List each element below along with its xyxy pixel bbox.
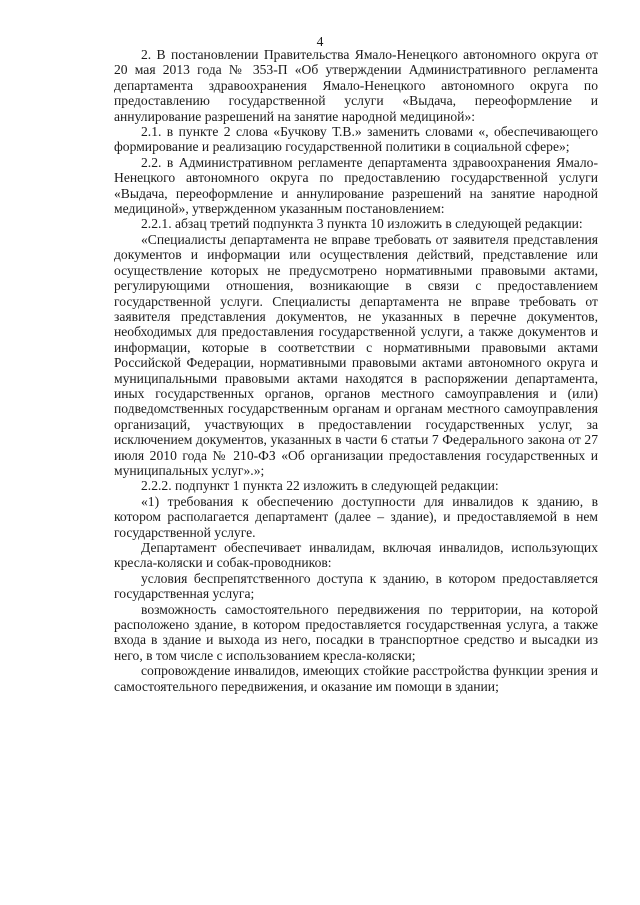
paragraph-2-intro: 2. В постановлении Правительства Ямало-Ненецкого автономного округа от 20 мая 2013 года № 353-П «Об утверждении Административного регламента департамента здравоохранения Ямало-Ненецкого автономного округа по предоставлению государственной услуги «Выдача, переоформление и аннулирование разрешений на занятие народной медициной»: <box>114 47 598 124</box>
paragraph-2-2-1: 2.2.1. абзац третий подпункта 3 пункта 10 изложить в следующей редакции: <box>141 216 583 232</box>
document-body <box>114 47 598 694</box>
paragraph-movement-possibility: возможность самостоятельного передвижения по территории, на которой расположено здание, в котором предоставляется государственная услуга, а также входа в здание и выхода из него, посадки в транспортное средство и высадки из него, в том числе с использованием кресла-коляски; <box>114 601 598 663</box>
paragraph-2-1: 2.1. в пункте 2 слова «Бучкову Т.В.» заменить словами «, обеспечивающего формирование и реализацию государственной политики в социальной сфере»; <box>114 124 598 155</box>
page-number: 4 <box>316 34 324 49</box>
paragraph-quote-specialists: «Специалисты департамента не вправе требовать от заявителя представления документов и информации или осуществления действий, представление или осуществление которых не предусмотрено нормативными правовыми актами, регулирующими отношения, возникающие в связи с предоставлением государственной услуги. Специалисты департамента не вправе требовать от заявителя представления документов, не указанных в перечне документов, необходимых для предоставления государственной услуги, а также документов и информации, которые в соответствии с нормативными правовыми актами Российской Федерации, нормативными правовыми актами автономного округа и муниципальными правовыми актами находятся в распоряжении департамента, иных государственных органов, органов местного самоуправления и (или) подведомственных государственным органам и органам местного самоуправления организаций, участвующих в предоставлении государственных услуг, за исключением документов, указанных в части 6 статьи 7 Федерального закона от 27 июля 2010 года № 210-ФЗ «Об организации предоставления государственных и муниципальных услуг».»; <box>114 231 598 478</box>
paragraph-2-2: 2.2. в Административном регламенте департамента здравоохранения Ямало-Ненецкого автономного округа по предоставлению государственной услуги «Выдача, переоформление и аннулирование разрешений на занятие народной медициной», утвержденном указанным постановлением: <box>114 154 598 217</box>
paragraph-escort-assistance: сопровождение инвалидов, имеющих стойкие расстройства функции зрения и самостоятельного передвижения, и оказание им помощи в здании; <box>114 663 598 694</box>
paragraph-department-provides: Департамент обеспечивает инвалидам, включая инвалидов, использующих кресла-коляски и собак-проводников: <box>114 540 598 571</box>
paragraph-access-conditions: условия беспрепятственного доступа к зданию, в котором предоставляется государственная услуга; <box>114 570 598 602</box>
paragraph-2-2-2: 2.2.2. подпункт 1 пункта 22 изложить в следующей редакции: <box>141 478 499 494</box>
paragraph-accessibility-requirements: «1) требования к обеспечению доступности для инвалидов к зданию, в котором располагается департамент (далее – здание), и предоставляемой в нем государственной услуге. <box>114 493 598 540</box>
